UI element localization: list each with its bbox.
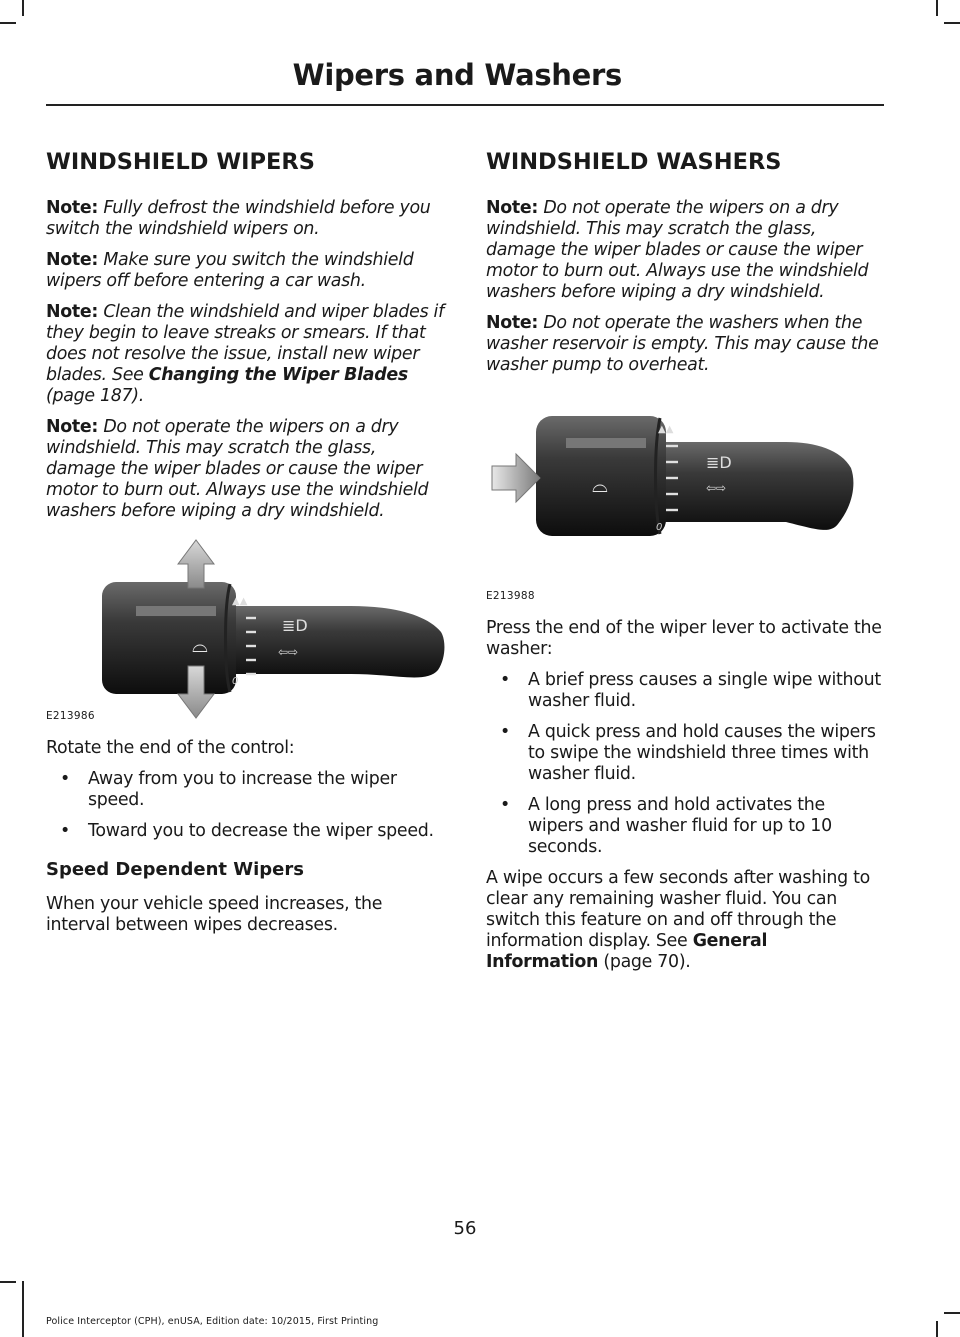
crop-mark bbox=[944, 22, 960, 24]
subheading-speed-dependent: Speed Dependent Wipers bbox=[46, 859, 304, 880]
list-item: • Toward you to decrease the wiper speed. bbox=[46, 821, 448, 842]
svg-text:0: 0 bbox=[656, 522, 663, 533]
figure-code: E213986 bbox=[46, 710, 95, 722]
note-paragraph: Note: Do not operate the wipers on a dry windshield. This may scratch the glass, damage the wiper blades or cause the wiper motor to burn out. Always use the windshield washers before wiping a dry windshield. bbox=[486, 198, 869, 302]
press-intro: Press the end of the wiper lever to activate the washer: bbox=[486, 618, 882, 659]
svg-text:0: 0 bbox=[232, 676, 239, 687]
note-paragraph: Note: Fully defrost the windshield before you switch the windshield wipers on. bbox=[46, 198, 431, 239]
list-item: • A long press and hold activates the wipers and washer fluid for up to 10 seconds. bbox=[486, 795, 884, 858]
svg-text:⇦⇨: ⇦⇨ bbox=[278, 645, 299, 659]
crop-mark bbox=[0, 22, 16, 24]
svg-text:▲▲: ▲▲ bbox=[232, 596, 248, 607]
svg-text:⇦⇨: ⇦⇨ bbox=[706, 481, 727, 495]
cross-reference-link[interactable]: General Information bbox=[486, 931, 768, 972]
speed-paragraph: When your vehicle speed increases, the interval between wipes decreases. bbox=[46, 894, 383, 935]
list-item: • Away from you to increase the wiper speed. bbox=[46, 769, 448, 811]
list-item: • A brief press causes a single wipe without washer fluid. bbox=[486, 670, 884, 712]
rotate-intro: Rotate the end of the control: bbox=[46, 738, 295, 758]
svg-text:≣D: ≣D bbox=[282, 616, 308, 635]
crop-mark bbox=[936, 1321, 938, 1337]
note-paragraph: Note: Make sure you switch the windshield wipers off before entering a car wash. bbox=[46, 250, 414, 291]
closing-paragraph: A wipe occurs a few seconds after washing to clear any remaining washer fluid. You can switch this feature on and off through the information display. See General Information (page 70). bbox=[486, 868, 870, 972]
crop-mark bbox=[0, 1281, 16, 1283]
crop-mark bbox=[22, 1281, 24, 1337]
press-list bbox=[486, 670, 884, 858]
left-column bbox=[46, 146, 448, 946]
wiper-lever-rotate-illustration bbox=[46, 536, 446, 722]
svg-text:≣D: ≣D bbox=[706, 453, 732, 472]
right-column bbox=[486, 146, 884, 983]
section-heading-washers: WINDSHIELD WASHERS bbox=[486, 149, 782, 175]
note-paragraph: Note: Do not operate the wipers on a dry windshield. This may scratch the glass, damage the wiper blades or cause the wiper motor to burn out. Always use the windshield washers before wiping a dry windshield. bbox=[46, 417, 429, 521]
figure-code: E213988 bbox=[486, 590, 535, 602]
rotate-list bbox=[46, 769, 448, 842]
svg-text:⌓: ⌓ bbox=[592, 473, 608, 497]
footer-edition: Police Interceptor (CPH), enUSA, Edition date: 10/2015, First Printing bbox=[46, 1316, 379, 1327]
cross-reference-link[interactable]: Changing the Wiper Blades bbox=[148, 365, 408, 385]
note-paragraph: Note: Do not operate the washers when the washer reservoir is empty. This may cause the washer pump to overheat. bbox=[486, 313, 879, 375]
wiper-lever-press-illustration bbox=[486, 406, 884, 584]
header-rule bbox=[46, 104, 884, 106]
svg-text:⌓: ⌓ bbox=[192, 633, 208, 657]
note-paragraph: Note: Clean the windshield and wiper blades if they begin to leave streaks or smears. If that does not resolve the issue, install new wiper blades. See Changing the Wiper Blades (page 187). bbox=[46, 302, 444, 406]
wiper-lever-rotate-figure bbox=[46, 536, 448, 722]
svg-text:▲▲: ▲▲ bbox=[658, 424, 674, 435]
crop-mark bbox=[944, 1312, 960, 1314]
crop-mark bbox=[936, 0, 938, 16]
section-heading-wipers: WINDSHIELD WIPERS bbox=[46, 149, 315, 175]
list-item: • A quick press and hold causes the wipers to swipe the windshield three times with washer fluid. bbox=[486, 722, 884, 785]
page-title: Wipers and Washers bbox=[292, 58, 622, 92]
page-number: 56 bbox=[453, 1218, 477, 1239]
crop-mark bbox=[22, 0, 24, 16]
wiper-lever-press-figure bbox=[486, 406, 884, 602]
